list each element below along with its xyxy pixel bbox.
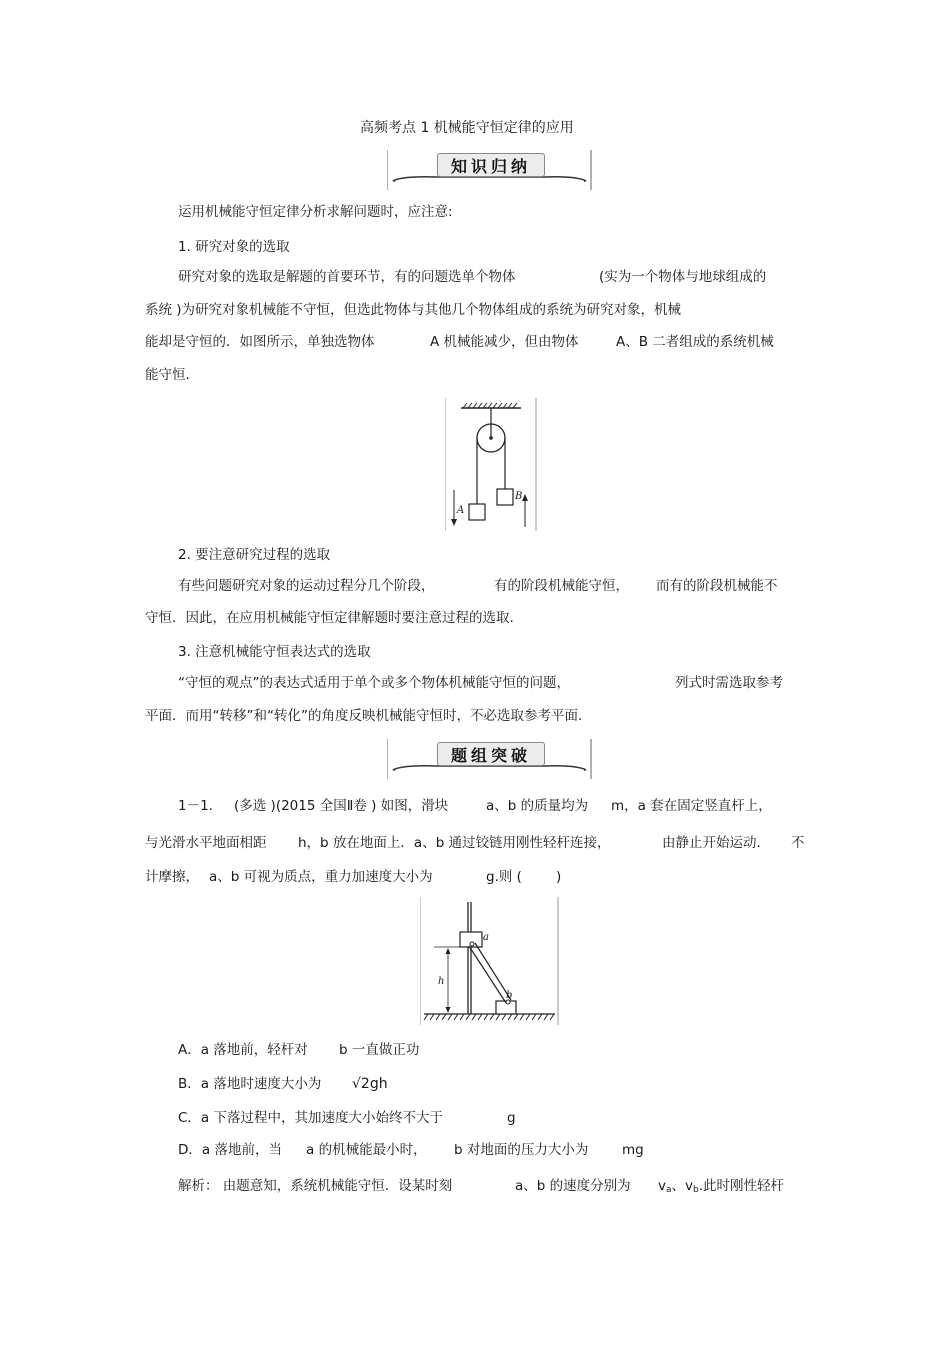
- problem-number: 1－1.: [178, 798, 213, 814]
- banner-label: 题组突破: [437, 742, 545, 766]
- option-d-part1: D．a 落地前，当: [178, 1142, 282, 1158]
- practice-banner: [387, 739, 592, 781]
- section1-heading: 1. 研究对象的选取: [178, 239, 290, 255]
- section1-line4: 能守恒.: [145, 367, 190, 383]
- problem-line3b: a、b 可视为质点，重力加速度大小为: [209, 869, 433, 885]
- intro-text: 运用机械能守恒定律分析求解问题时，应注意:: [178, 204, 453, 220]
- analysis-tail: .此时刚性轻杆: [698, 1178, 785, 1194]
- section3-heading: 3. 注意机械能守恒表达式的选取: [178, 644, 371, 660]
- analysis-sub-a: a: [666, 1185, 672, 1195]
- rod-diagram: [420, 897, 559, 1025]
- rod-label-b: b: [506, 990, 513, 1001]
- section2-line1c: 而有的阶段机械能不: [656, 578, 778, 594]
- problem-line2d: 不: [791, 835, 805, 851]
- problem-line3a: 计摩擦，: [145, 869, 199, 885]
- option-c-part2: g: [507, 1110, 516, 1126]
- problem-line2b: h，b 放在地面上．a、b 通过铰链用刚性轻杆连接，: [298, 835, 611, 851]
- banner-label: 知识归纳: [437, 153, 545, 177]
- section-title: 高频考点 1 机械能守恒定律的应用: [360, 120, 574, 136]
- section1-line1b: (实为一个物体与地球组成的: [599, 269, 767, 285]
- analysis-sub-b: b: [693, 1185, 699, 1195]
- problem-line3d: ): [556, 869, 562, 885]
- option-b-sqrt: √2gh: [352, 1076, 388, 1092]
- problem-line2c: 由静止开始运动．: [662, 835, 770, 851]
- rod-label-a: a: [483, 932, 489, 943]
- rod-label-h: h: [438, 976, 445, 987]
- rod-figure: [420, 897, 559, 1025]
- section1-line3b: A 机械能减少，但由物体: [430, 334, 579, 350]
- section2-line1b: 有的阶段机械能守恒，: [494, 578, 629, 594]
- analysis-part1: 解析： 由题意知，系统机械能守恒．设某时刻: [178, 1178, 453, 1194]
- problem-line1b: a、b 的质量均为: [486, 798, 589, 814]
- pulley-label-b: B: [515, 491, 523, 502]
- problem-line1c: m，a 套在固定竖直杆上，: [611, 798, 772, 814]
- section1-line1a: 研究对象的选取是解题的首要环节，有的问题选单个物体: [178, 269, 516, 285]
- section1-line3c: A、B 二者组成的系统机械: [616, 334, 774, 350]
- section3-line1a: “守恒的观点”的表达式适用于单个或多个物体机械能守恒的问题，: [178, 675, 570, 691]
- section3-line2: 平面．而用“转移”和“转化”的角度反映机械能守恒时，不必选取参考平面.: [145, 708, 583, 724]
- option-c-part1: C．a 下落过程中，其加速度大小始终不大于: [178, 1110, 443, 1126]
- option-b-part1: B．a 落地时速度大小为: [178, 1076, 322, 1092]
- section1-line3a: 能却是守恒的．如图所示，单独选物体: [145, 334, 375, 350]
- pulley-figure: [445, 398, 537, 531]
- option-d-part3: b 对地面的压力大小为: [454, 1142, 589, 1158]
- analysis-part2: a、b 的速度分别为: [515, 1178, 631, 1194]
- problem-line1a: (多选 )(2015 全国Ⅱ卷 ) 如图，滑块: [234, 798, 449, 814]
- option-d-part2: a 的机械能最小时，: [306, 1142, 427, 1158]
- option-a-part1: A．a 落地前，轻杆对: [178, 1042, 308, 1058]
- problem-line3c: g.则 (: [486, 869, 522, 885]
- section2-line1a: 有些问题研究对象的运动过程分几个阶段，: [178, 578, 435, 594]
- problem-line2a: 与光滑水平地面相距: [145, 835, 267, 851]
- option-a-part2: b 一直做正功: [339, 1042, 420, 1058]
- pulley-label-a: A: [457, 505, 465, 516]
- knowledge-banner: [387, 150, 592, 192]
- analysis-v-b: 、v: [671, 1178, 694, 1194]
- section2-heading: 2. 要注意研究过程的选取: [178, 547, 331, 563]
- option-d-part4: mg: [622, 1142, 644, 1158]
- section1-line2: 系统 )为研究对象机械能不守恒，但选此物体与其他几个物体组成的系统为研究对象，机械: [145, 302, 682, 318]
- analysis-v-a: v: [658, 1178, 666, 1194]
- analysis-velocity: [658, 1177, 784, 1199]
- section3-line1b: 列式时需选取参考: [675, 675, 783, 691]
- section2-line2: 守恒．因此，在应用机械能守恒定律解题时要注意过程的选取.: [145, 610, 514, 626]
